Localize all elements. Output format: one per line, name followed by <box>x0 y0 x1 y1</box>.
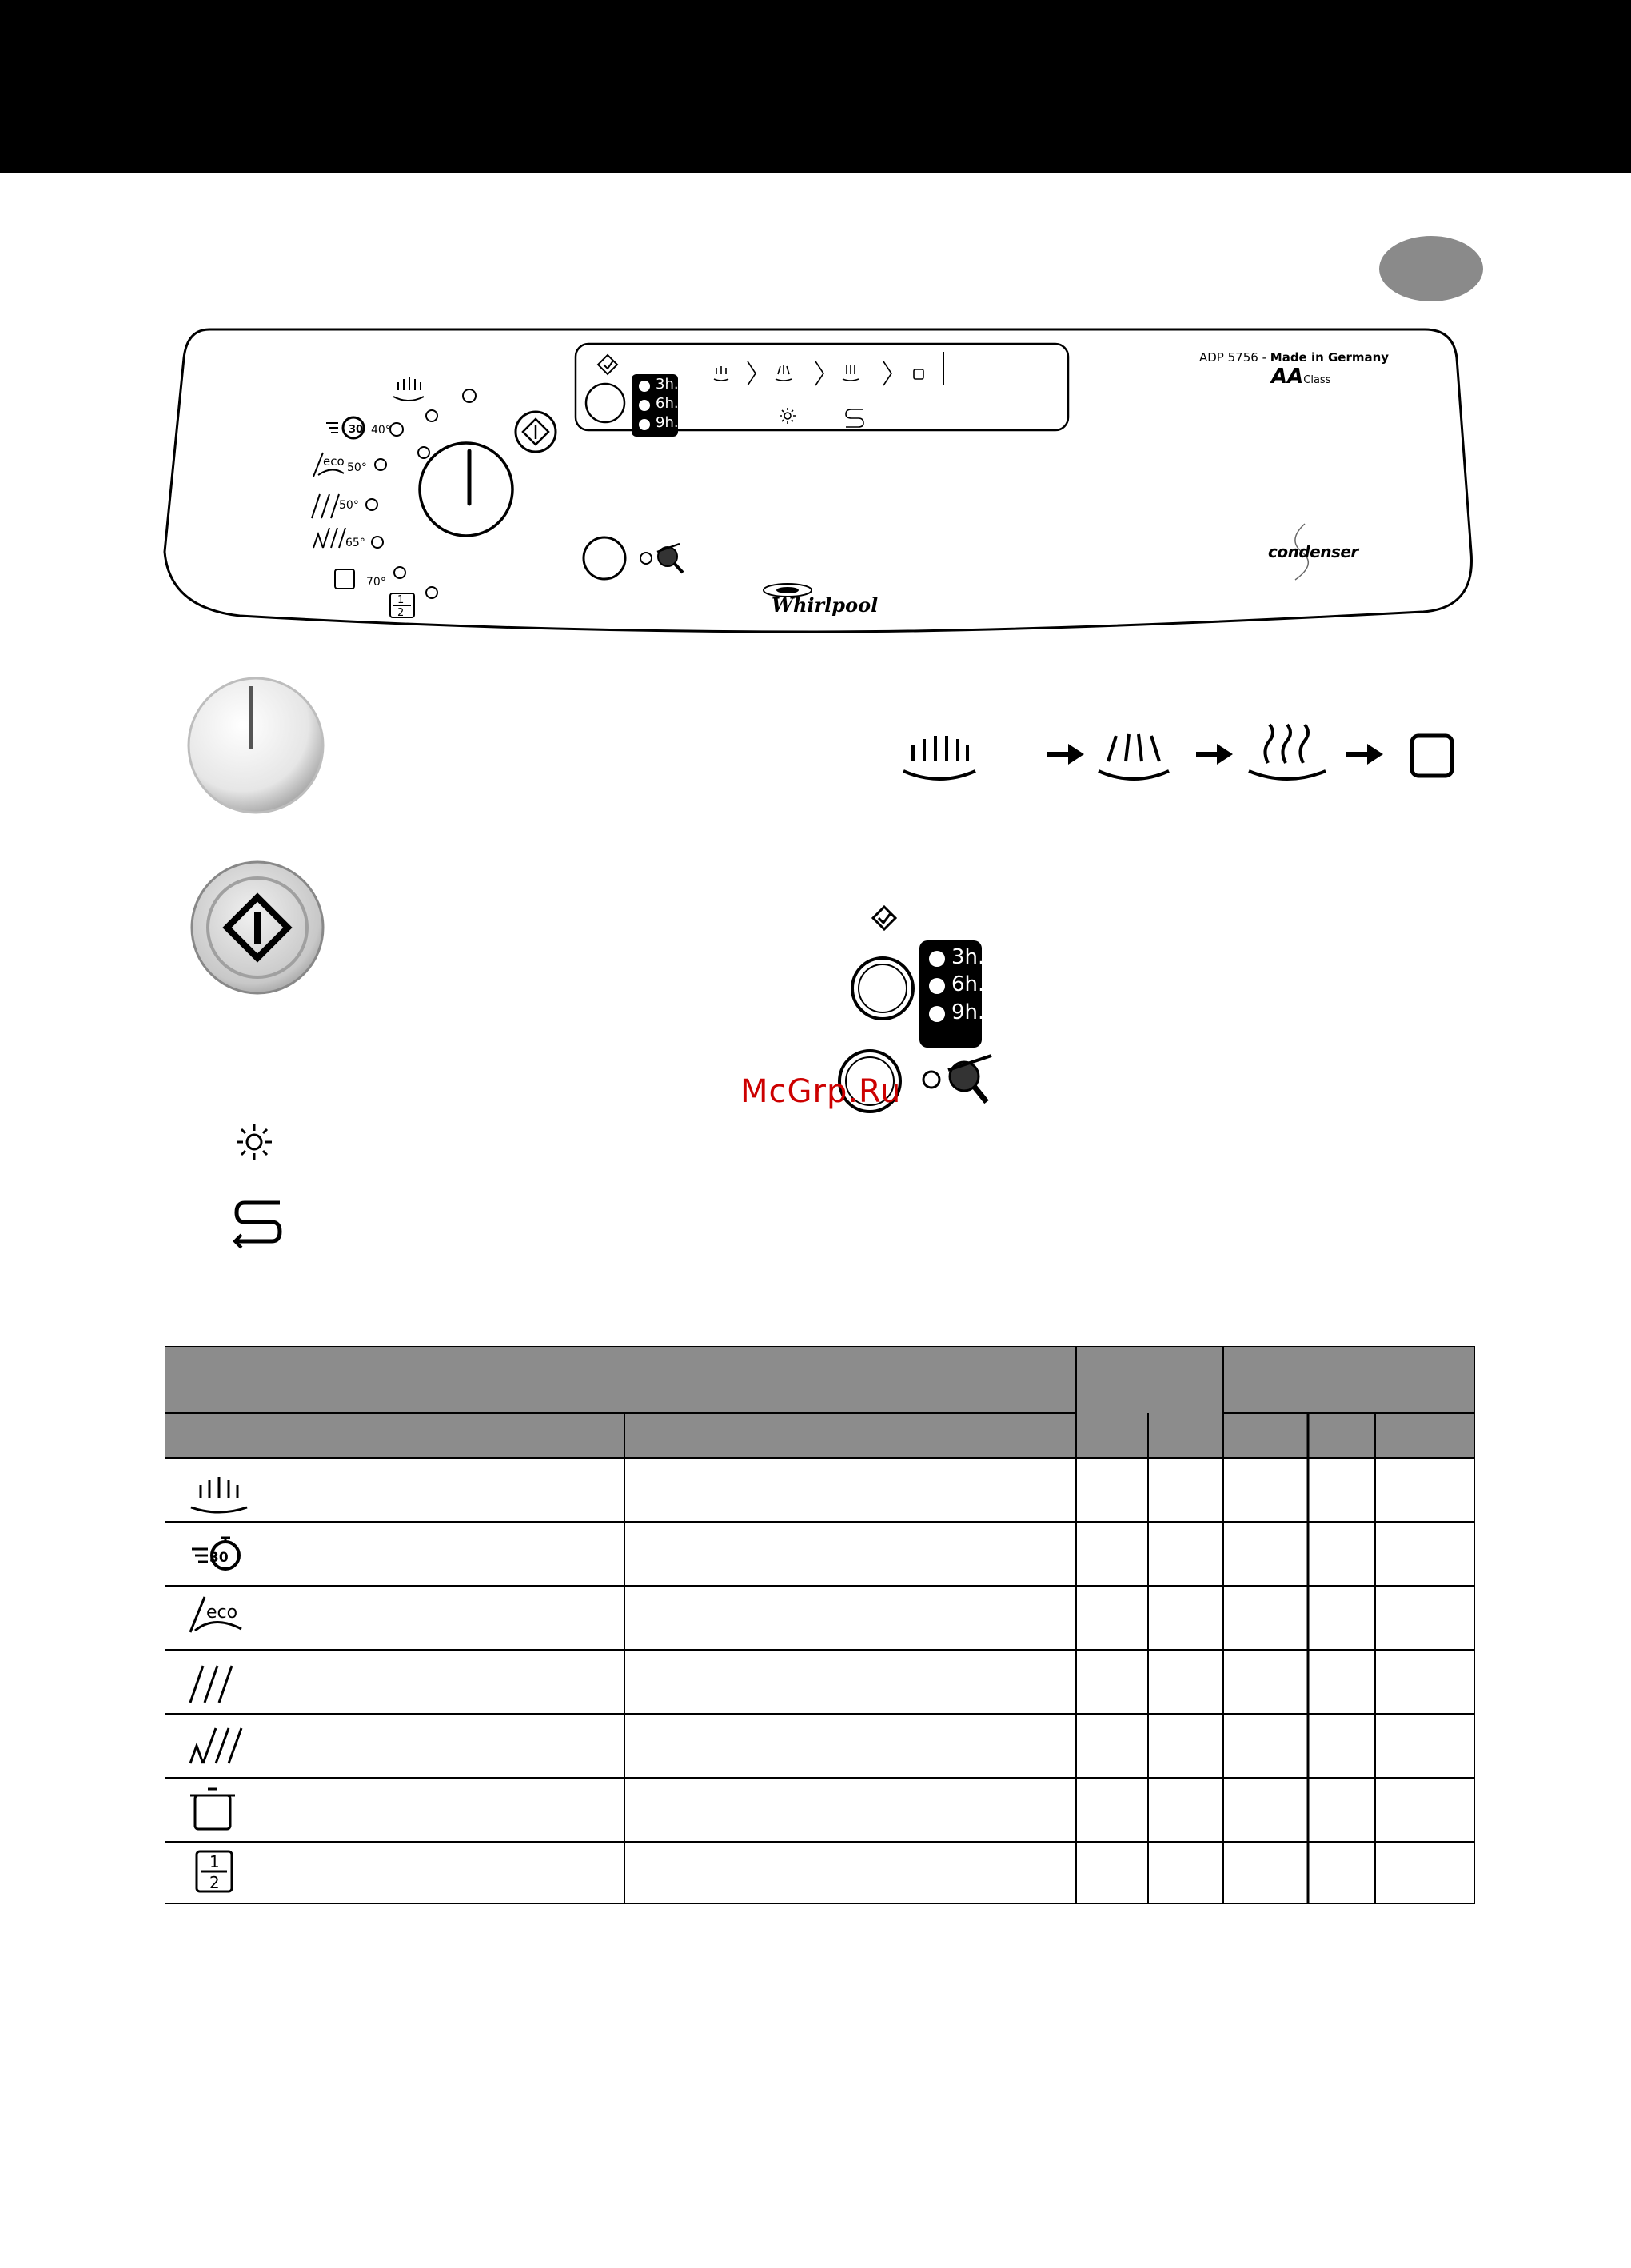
prewash-led <box>463 389 476 402</box>
sequence-prewash-icon <box>903 736 975 779</box>
normal-icon <box>190 1666 232 1703</box>
svg-text:eco: eco <box>206 1603 238 1623</box>
program-normal-icon <box>312 494 339 518</box>
program-knob[interactable] <box>420 443 512 536</box>
model-number: ADP 5756 - Made in Germany <box>1199 350 1390 365</box>
phase-wash-icon <box>776 365 792 381</box>
temp-label-50-eco: 50° <box>347 461 367 474</box>
program-pot-icon <box>335 569 354 589</box>
legend-icons <box>0 672 1631 1264</box>
svg-text:1: 1 <box>397 594 405 606</box>
sequence-wash-icon <box>1099 734 1169 779</box>
cancel-led-large <box>923 1072 939 1088</box>
sequence-end-icon <box>1412 736 1452 776</box>
phase-arrow-icon-3 <box>883 361 891 385</box>
svg-text:1: 1 <box>209 1852 220 1871</box>
temp-label-40: 40° <box>371 424 391 437</box>
intensive-icon <box>190 1728 241 1763</box>
delay-option-3h: 3h. <box>951 945 985 969</box>
phase-prewash-icon <box>714 366 728 381</box>
temp-label-70: 70° <box>366 576 386 589</box>
delay-button-small[interactable] <box>586 384 624 422</box>
table-header <box>165 1346 1475 1458</box>
half-load-led <box>426 587 437 598</box>
intensive-led <box>372 537 383 548</box>
phase-arrow-icon-2 <box>816 361 823 385</box>
salt-icon-small <box>846 409 863 427</box>
salt-icon <box>237 1203 280 1241</box>
panel-delay-9h: 9h. <box>656 414 679 431</box>
svg-text:eco: eco <box>323 454 345 469</box>
cancel-button[interactable] <box>584 537 625 579</box>
rapid-led <box>426 410 437 421</box>
pot-icon <box>190 1789 235 1829</box>
cancel-icon <box>657 544 683 573</box>
phase-end-icon <box>914 369 923 379</box>
delay-start-icon <box>598 355 617 374</box>
delay-option-6h: 6h. <box>951 972 985 996</box>
cancel-icon-large <box>948 1056 991 1102</box>
sequence-dry-icon <box>1249 725 1326 779</box>
pre-wash-icon <box>191 1477 247 1512</box>
delay-start-icon-large <box>873 907 895 929</box>
temp-label-65: 65° <box>345 537 365 549</box>
panel-delay-6h: 6h. <box>656 395 679 412</box>
eco-led <box>390 423 403 436</box>
pot-led <box>394 567 405 578</box>
phase-dry-icon <box>843 365 859 381</box>
sequence-arrows <box>1047 744 1383 765</box>
rinse-aid-icon <box>237 1124 272 1160</box>
knob-image <box>189 678 323 813</box>
svg-text:30: 30 <box>349 424 364 436</box>
svg-text:30: 30 <box>209 1550 229 1566</box>
normal-led <box>366 499 377 510</box>
temp-label-50: 50° <box>339 499 359 512</box>
delay-button[interactable] <box>852 958 913 1019</box>
program-table <box>165 1346 1475 1904</box>
program-intensive-icon <box>313 528 345 548</box>
phase-arrow-icon <box>748 361 756 385</box>
brand-logo: Whirlpool <box>772 593 879 617</box>
delay-option-9h: 9h. <box>951 1000 985 1024</box>
svg-text:2: 2 <box>209 1873 220 1892</box>
cancel-led <box>640 553 652 564</box>
energy-class: AAClass <box>1271 365 1331 389</box>
rinse-aid-icon-small <box>780 408 796 424</box>
condenser-label: condenser <box>1268 542 1358 561</box>
panel-delay-3h: 3h. <box>656 376 679 393</box>
watermark: McGrp.Ru <box>740 1073 902 1110</box>
svg-text:2: 2 <box>397 607 405 619</box>
program-prewash-icon <box>393 377 424 401</box>
